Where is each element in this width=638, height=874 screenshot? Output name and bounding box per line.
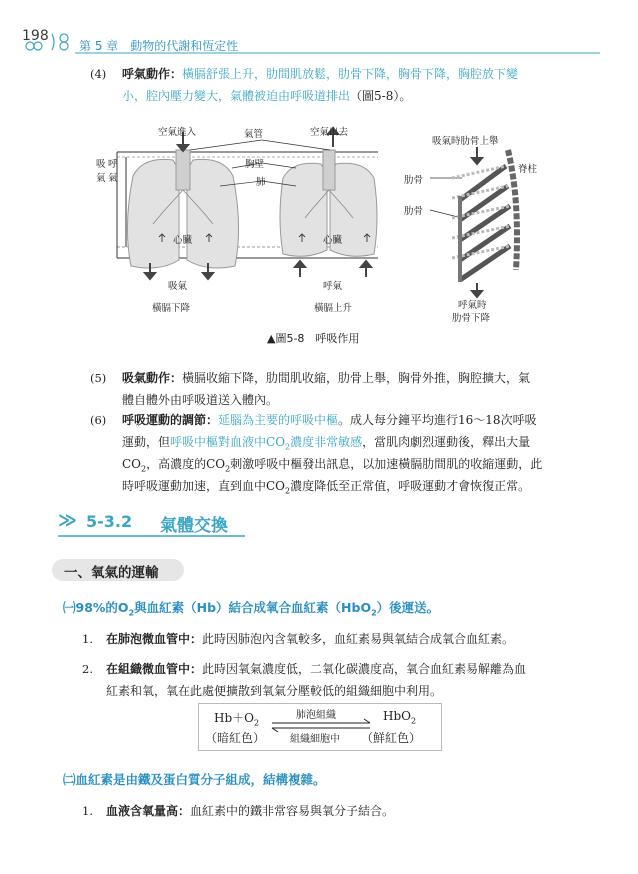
label-air-out: 空氣出去 xyxy=(310,127,349,138)
section-number: 5-3.2 xyxy=(86,512,133,531)
item-text: 橫膈舒張上升，肋間肌放鬆，肋骨下降，胸骨下降，胸腔放下變 xyxy=(182,67,519,81)
label-diaphragm-up: 橫膈上升 xyxy=(314,303,353,314)
subscript: 2 xyxy=(225,464,231,474)
item-text: 運動，但 xyxy=(122,435,171,449)
list-number: 2. xyxy=(82,662,93,676)
equation-term: Hb＋O xyxy=(214,711,254,725)
lung-inhale xyxy=(127,150,238,268)
label-lung: 肺 xyxy=(256,177,266,188)
item-number: (5) xyxy=(90,371,107,385)
label-air-in: 空氣進入 xyxy=(158,127,197,138)
equation-left xyxy=(214,709,259,727)
item-title: 呼吸運動的調節： xyxy=(122,413,219,427)
point-text: ）後運送。 xyxy=(376,600,440,615)
label-heart: 心臟 xyxy=(323,235,343,246)
list-item-text: 血紅素中的鐵非常容易與氧分子結合。 xyxy=(190,804,395,818)
list-item-text: 此時因氧氣濃度低，二氧化碳濃度高，氧合血紅素易解離為血 xyxy=(202,662,527,676)
subscript: 2 xyxy=(285,442,291,452)
chapter-title: 第 5 章 動物的代謝和恆定性 xyxy=(79,39,239,53)
item-text: 呼吸中樞對血液中CO xyxy=(170,435,286,449)
list-item-text: 此時因肺泡內含氧較多，血紅素易與氧結合成氧合血紅素。 xyxy=(202,632,515,646)
figure-reference: （圖5-8）。 xyxy=(350,89,412,103)
equation-term: HbO xyxy=(383,709,411,723)
item-6-line1 xyxy=(122,410,602,430)
list-number: 1. xyxy=(82,632,93,646)
list-item xyxy=(106,801,606,821)
subscript: 2 xyxy=(128,608,135,618)
section-arrows-icon: ≫ xyxy=(58,510,77,531)
label-rib-lift: 吸氣時肋骨上舉 xyxy=(432,136,499,147)
label-rib: 肋骨 xyxy=(404,206,424,217)
subscript: 2 xyxy=(141,464,147,474)
subsection-title: 一、氧氣的運輸 xyxy=(64,565,159,581)
point-text: 98%的O xyxy=(75,600,129,615)
equation-right xyxy=(383,709,416,725)
subscript: 2 xyxy=(285,486,291,496)
item-text: 濃度降低至正常值，呼吸運動才會恢復正常。 xyxy=(290,479,531,493)
list-item-title: 血液含氧量高： xyxy=(106,804,191,818)
item-text: 小，腔內壓力變大，氣體被迫由呼吸道排出 xyxy=(122,89,351,103)
item-text: 。成人每分鐘平均進行16～18次呼吸 xyxy=(338,413,537,427)
figure-caption: ▲圖5-8 呼吸作用 xyxy=(267,332,360,345)
list-number: 1. xyxy=(82,804,93,818)
item-text: 刺激呼吸中樞發出訊息，以加速橫膈肋間肌的收縮運動，此 xyxy=(230,457,543,471)
point-mark: ㈡ xyxy=(63,772,76,787)
label-exhale: 呼氣 xyxy=(323,281,343,292)
item-6-line4 xyxy=(122,476,602,501)
equation-left-color: （暗紅色） xyxy=(205,731,266,745)
list-item xyxy=(106,629,606,649)
point-2 xyxy=(63,770,326,788)
subscript: 2 xyxy=(371,608,377,618)
label-heart: 心臟 xyxy=(173,235,193,246)
item-text: ，高濃度的CO xyxy=(146,457,226,471)
label-trachea: 氣管 xyxy=(244,129,264,140)
label-inhale-vertical: 吸氣 xyxy=(96,159,106,184)
label-exhale-rib: 呼氣時 xyxy=(458,300,487,311)
section-title: 氣體交換 xyxy=(160,516,228,536)
item-text: 時呼吸運動加速，直到血中CO xyxy=(122,479,286,493)
item-text: ，當肌肉劇烈運動後，釋出大量 xyxy=(362,435,531,449)
subscript: 2 xyxy=(254,718,260,728)
list-item-title: 在肺泡微血管中： xyxy=(106,632,203,646)
item-title: 呼氣動作： xyxy=(122,67,183,81)
point-mark: ㈠ xyxy=(63,600,76,615)
ribcage xyxy=(452,150,517,282)
point-text: 與血紅素（Hb）結合成氧合血紅素（HbO xyxy=(134,600,372,615)
point-1 xyxy=(63,598,439,618)
point-text: 血紅素是由鐵及蛋白質分子組成，結構複雜。 xyxy=(75,772,326,787)
equation-top-label: 肺泡組織 xyxy=(296,710,336,721)
label-chest-wall: 胸壁 xyxy=(245,159,265,170)
subscript: 2 xyxy=(410,716,417,726)
item-title: 吸氣動作： xyxy=(122,371,183,385)
equation-bottom-label: 組織細胞中 xyxy=(290,734,340,745)
list-item-title: 在組織微血管中： xyxy=(106,662,203,676)
item-text: 橫膈收縮下降，肋間肌收縮，肋骨上舉，胸骨外推，胸腔擴大，氣 xyxy=(182,371,531,385)
label-exhale-vertical: 呼氣 xyxy=(108,159,118,184)
item-text: 濃度非常敏感 xyxy=(290,435,363,449)
list-item-continued: 紅素和氧，氧在此處便擴散到氧氣分壓較低的組織細胞中利用。 xyxy=(106,684,443,698)
label-exhale-rib: 肋骨下降 xyxy=(452,313,491,324)
label-inhale: 吸氣 xyxy=(168,281,188,292)
item-text: CO xyxy=(122,457,142,471)
item-number: (4) xyxy=(90,67,107,81)
list-item xyxy=(106,659,606,679)
label-diaphragm-down: 橫膈下降 xyxy=(152,303,191,314)
label-rib: 肋骨 xyxy=(404,175,424,186)
item-number: (6) xyxy=(90,413,107,427)
equation-right-color: （鮮紅色） xyxy=(361,731,422,745)
item-5-line2: 體自體外由呼吸道送入體內。 xyxy=(122,393,279,407)
label-spine: 脊柱 xyxy=(518,164,538,175)
item-text: 延腦為主要的呼吸中樞 xyxy=(218,413,339,427)
item-5-line1 xyxy=(122,368,602,388)
page-number: 198 xyxy=(22,28,49,44)
